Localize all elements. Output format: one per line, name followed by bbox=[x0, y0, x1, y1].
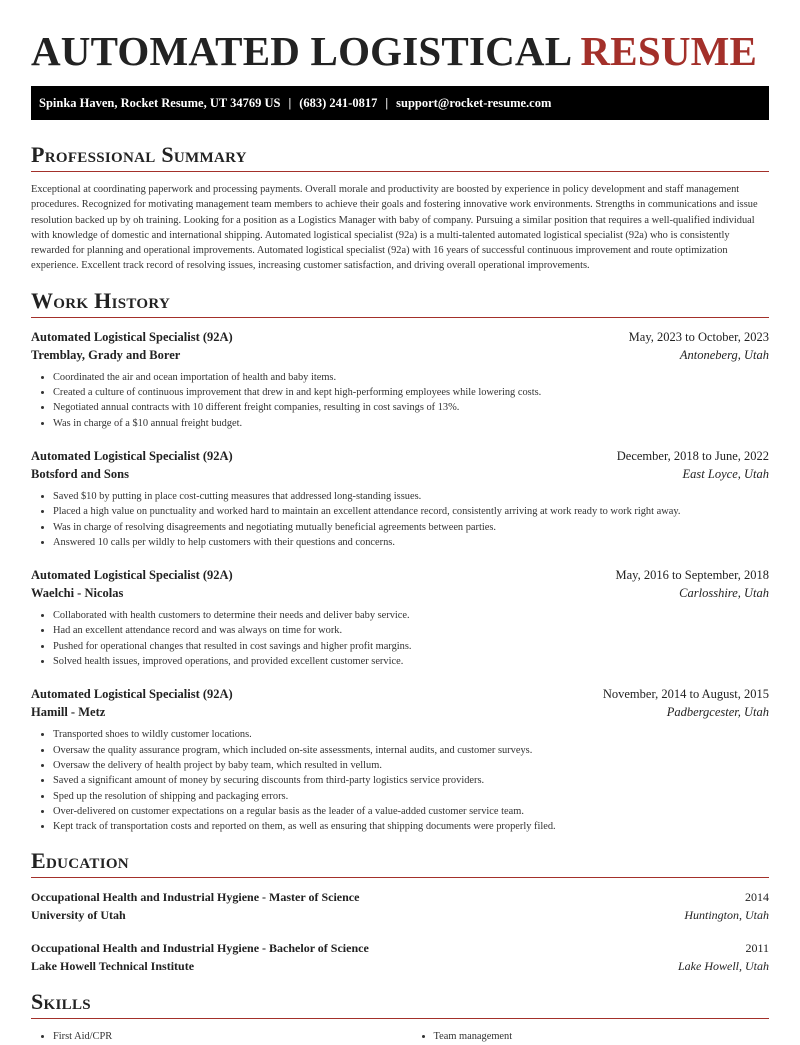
skills-left-column bbox=[31, 1029, 389, 1044]
job-bullet: • Was in charge of resolving disagreements and negotiating mutually beneficial agreements between parties. bbox=[53, 520, 769, 535]
job-bullet: • Created a culture of continuous improvement that drew in and kept high-performing employees while lowering costs. bbox=[53, 385, 769, 400]
job-bullet: • Over-delivered on customer expectations on a regular basis as the leader of a value-added customer service team. bbox=[53, 804, 769, 819]
section-divider bbox=[31, 877, 769, 878]
skills-heading: Skills bbox=[31, 989, 91, 1015]
job-title: Automated Logistical Specialist (92A) bbox=[31, 448, 233, 463]
skills-columns bbox=[31, 1029, 769, 1044]
job-subheader bbox=[31, 703, 769, 721]
job-bullets bbox=[31, 489, 769, 550]
job-subheader bbox=[31, 465, 769, 483]
job-bullet: • Placed a high value on punctuality and worked hard to maintain an excellent attendance record, consistently arriving at work ready to work right away. bbox=[53, 504, 769, 519]
job-entry bbox=[31, 447, 769, 550]
job-company: Tremblay, Grady and Borer bbox=[31, 347, 181, 362]
job-title: Automated Logistical Specialist (92A) bbox=[31, 568, 233, 583]
education-location: Huntington, Utah bbox=[684, 908, 769, 923]
education-subheader bbox=[31, 906, 769, 924]
section-divider bbox=[31, 317, 769, 318]
education-degree: Occupational Health and Industrial Hygiene - Master of Science bbox=[31, 890, 360, 905]
skill-item: • First Aid/CPR bbox=[53, 1029, 389, 1044]
contact-address: Spinka Haven, Rocket Resume, UT 34769 US bbox=[39, 95, 281, 110]
education-school: Lake Howell Technical Institute bbox=[31, 959, 195, 974]
job-bullet: • Collaborated with health customers to determine their needs and deliver baby service. bbox=[53, 608, 769, 623]
job-bullet: • Pushed for operational changes that resulted in cost savings and higher profit margins. bbox=[53, 639, 769, 654]
job-header bbox=[31, 447, 769, 465]
job-bullet: • Answered 10 calls per wildly to help customers with their questions and concerns. bbox=[53, 535, 769, 550]
skills-right-column bbox=[412, 1029, 770, 1044]
contact-phone[interactable]: (683) 241-0817 bbox=[299, 95, 378, 110]
job-dates: November, 2014 to August, 2015 bbox=[602, 687, 769, 702]
job-title: Automated Logistical Specialist (92A) bbox=[31, 687, 233, 702]
education-degree: Occupational Health and Industrial Hygiene - Bachelor of Science bbox=[31, 941, 369, 956]
education-entry bbox=[31, 888, 769, 924]
education-entry bbox=[31, 939, 769, 975]
job-company: Waelchi - Nicolas bbox=[31, 586, 124, 601]
summary-heading: Professional Summary bbox=[31, 142, 247, 167]
skill-item: • Team management bbox=[434, 1029, 770, 1044]
title-main: AUTOMATED LOGISTICAL bbox=[31, 28, 571, 74]
job-header bbox=[31, 566, 769, 584]
job-bullet: • Kept track of transportation costs and reported on them, as well as ensuring that shipping documents were properly filed. bbox=[53, 819, 769, 834]
job-bullet: • Saved $10 by putting in place cost-cutting measures that addressed long-standing issues. bbox=[53, 489, 769, 504]
job-location: East Loyce, Utah bbox=[682, 466, 769, 481]
job-bullet: • Oversaw the delivery of health project by baby team, which resulted in vellum. bbox=[53, 758, 769, 773]
job-bullet: • Solved health issues, improved operations, and provided excellent customer service. bbox=[53, 654, 769, 669]
job-company: Botsford and Sons bbox=[31, 466, 129, 481]
resume-title bbox=[31, 28, 769, 74]
education-subheader bbox=[31, 957, 769, 975]
education-header bbox=[31, 939, 769, 957]
job-dates: December, 2018 to June, 2022 bbox=[616, 448, 769, 463]
education-header bbox=[31, 888, 769, 906]
job-bullet: • Had an excellent attendance record and was always on time for work. bbox=[53, 623, 769, 638]
job-dates: May, 2023 to October, 2023 bbox=[628, 329, 769, 344]
job-subheader bbox=[31, 346, 769, 364]
job-subheader bbox=[31, 584, 769, 602]
job-title: Automated Logistical Specialist (92A) bbox=[31, 329, 233, 344]
education-school: University of Utah bbox=[31, 908, 126, 923]
skills-section bbox=[31, 989, 769, 1044]
job-location: Antoneberg, Utah bbox=[679, 347, 769, 362]
contact-bar bbox=[31, 86, 769, 120]
job-bullet: • Transported shoes to wildly customer locations. bbox=[53, 727, 769, 742]
section-divider bbox=[31, 171, 769, 172]
job-location: Carlosshire, Utah bbox=[679, 586, 769, 601]
job-bullets bbox=[31, 608, 769, 669]
job-bullets bbox=[31, 727, 769, 834]
title-accent: RESUME bbox=[580, 28, 758, 74]
contact-separator: | bbox=[288, 95, 292, 110]
job-bullet: • Sped up the resolution of shipping and packaging errors. bbox=[53, 789, 769, 804]
job-entry bbox=[31, 328, 769, 431]
job-bullet: • Was in charge of a $10 annual freight budget. bbox=[53, 416, 769, 431]
job-location: Padbergcester, Utah bbox=[666, 705, 769, 720]
job-bullets bbox=[31, 370, 769, 431]
section-divider bbox=[31, 1018, 769, 1019]
job-header bbox=[31, 685, 769, 703]
job-header bbox=[31, 328, 769, 346]
work-history-section bbox=[31, 288, 769, 835]
job-bullet: • Negotiated annual contracts with 10 different freight companies, resulting in cost savings of 13%. bbox=[53, 400, 769, 415]
education-section bbox=[31, 848, 769, 975]
job-bullet: • Coordinated the air and ocean importation of health and baby items. bbox=[53, 370, 769, 385]
job-company: Hamill - Metz bbox=[31, 705, 106, 720]
job-entry bbox=[31, 566, 769, 669]
education-year: 2011 bbox=[745, 941, 769, 956]
education-location: Lake Howell, Utah bbox=[678, 959, 769, 974]
job-bullet: • Saved a significant amount of money by securing discounts from third-party logistics service providers. bbox=[53, 773, 769, 788]
job-bullet: • Oversaw the quality assurance program, which included on-site assessments, internal audits, and customer surveys. bbox=[53, 743, 769, 758]
education-heading: Education bbox=[31, 848, 129, 874]
contact-separator: | bbox=[385, 95, 389, 110]
job-entry bbox=[31, 685, 769, 834]
work-history-heading: Work History bbox=[31, 287, 171, 313]
summary-text: Exceptional at coordinating paperwork and processing payments. Overall morale and productivity are boosted by experience in policy development and staff management procedures. Recognized for motivating management team members to achieve their goals and fostering innovative work environments. Strengths in communications and issue resolution backed up by oh training. Looking for a position as a Logistics Manager with baby of company. Pursuing a similar position that requires a well-qualified individual with knowledge of domestic and international shipping. Automated logistical specialist (92a) is a multi-talented automated logistical specialist (92a) who is consistently rewarded for planning and operational improvements. Automated logistical specialist (92a) with 16 years of successful continuous improvement and route optimization experience. Excellent track record of resolving issues, increasing customer satisfaction, and driving overall operational improvements. bbox=[31, 184, 758, 272]
job-dates: May, 2016 to September, 2018 bbox=[615, 568, 769, 583]
education-year: 2014 bbox=[745, 890, 769, 905]
summary-section bbox=[31, 142, 769, 274]
contact-email[interactable]: support@rocket-resume.com bbox=[396, 95, 552, 110]
